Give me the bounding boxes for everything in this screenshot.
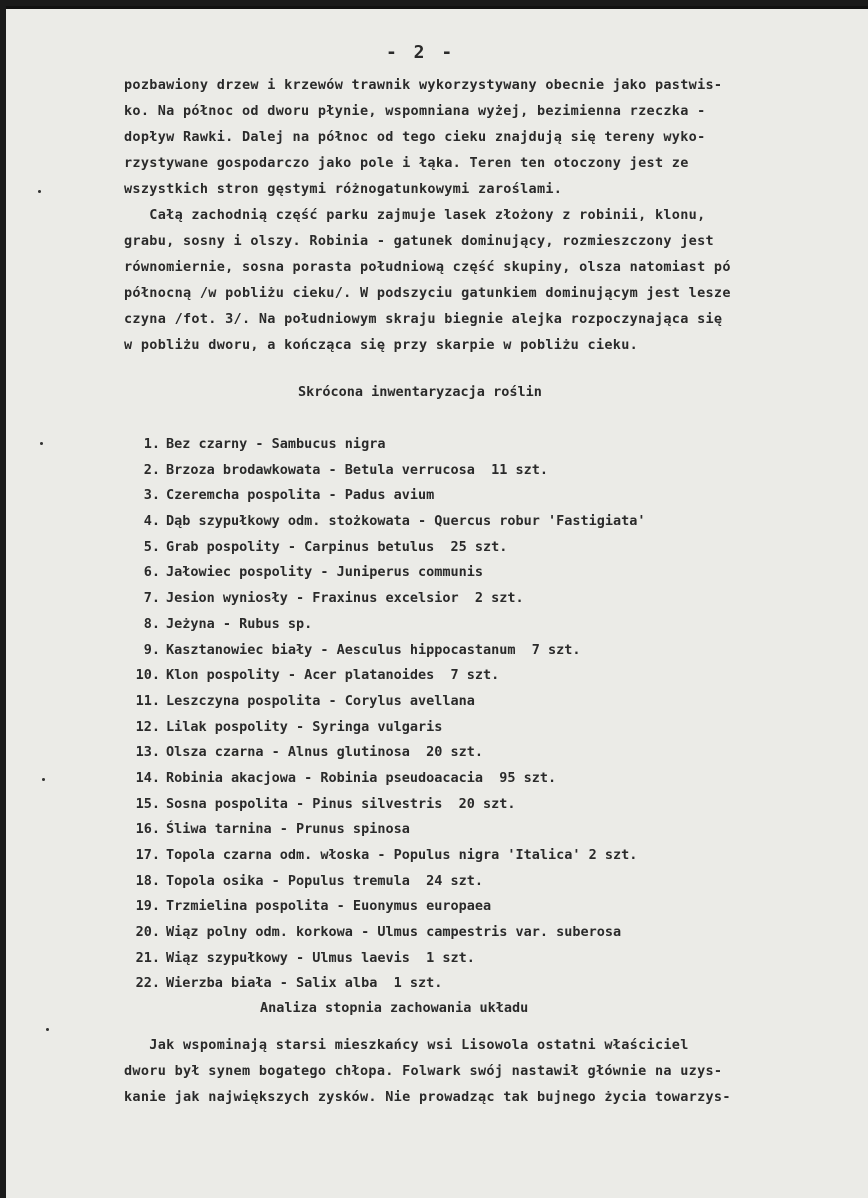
list-item bbox=[124, 586, 646, 612]
list-item-number: 12. bbox=[135, 718, 160, 735]
list-item-text: Wiąz szypułkowy - Ulmus laevis 1 szt. bbox=[166, 949, 475, 966]
list-item-text: Jałowiec pospolity - Juniperus communis bbox=[166, 564, 483, 581]
list-item bbox=[124, 740, 646, 766]
list-item bbox=[124, 869, 646, 895]
text-line: Jak wspominają starsi mieszkańcy wsi Lisowola ostatni właściciel bbox=[124, 1037, 689, 1053]
text-line: ko. Na północ od dworu płynie, wspomniana wyżej, bezimienna rzeczka - bbox=[124, 103, 706, 119]
list-item bbox=[124, 689, 646, 715]
list-item bbox=[124, 843, 646, 869]
list-item-number: 15. bbox=[135, 795, 160, 812]
list-item-text: Dąb szypułkowy odm. stożkowata - Quercus robur 'Fastigiata' bbox=[166, 513, 646, 530]
list-item bbox=[124, 509, 646, 535]
scan-speck bbox=[46, 1028, 49, 1031]
list-item bbox=[124, 663, 646, 689]
scan-speck bbox=[38, 190, 41, 193]
text-line: w pobliżu dworu, a kończąca się przy skarpie w pobliżu cieku. bbox=[124, 337, 639, 353]
list-item bbox=[124, 483, 646, 509]
list-item-text: Klon pospolity - Acer platanoides 7 szt. bbox=[166, 667, 500, 684]
list-item-text: Topola osika - Populus tremula 24 szt. bbox=[166, 872, 483, 889]
list-item-text: Wierzba biała - Salix alba 1 szt. bbox=[166, 975, 443, 992]
list-item-text: Jesion wyniosły - Fraxinus excelsior 2 szt. bbox=[166, 590, 524, 607]
list-item-text: Leszczyna pospolita - Corylus avellana bbox=[166, 692, 475, 709]
list-item-text: Lilak pospolity - Syringa vulgaris bbox=[166, 718, 443, 735]
list-item-number: 13. bbox=[135, 744, 160, 761]
list-item-text: Robinia akacjowa - Robinia pseudoacacia 95 szt. bbox=[166, 769, 557, 786]
text-line: kanie jak największych zysków. Nie prowadząc tak bujnego życia towarzys- bbox=[124, 1089, 731, 1105]
list-item-number: 10. bbox=[135, 667, 160, 684]
list-item-text: Śliwa tarnina - Prunus spinosa bbox=[166, 821, 410, 838]
list-item-number: 19. bbox=[135, 898, 160, 915]
top-border bbox=[6, 6, 868, 9]
list-item bbox=[124, 946, 646, 972]
list-item bbox=[124, 638, 646, 664]
list-item-number: 20. bbox=[135, 924, 160, 941]
list-item-number: 4. bbox=[143, 513, 160, 530]
list-item-number: 3. bbox=[143, 487, 160, 504]
list-item bbox=[124, 535, 646, 561]
text-line: grabu, sosny i olszy. Robinia - gatunek dominujący, rozmieszczony jest bbox=[124, 233, 714, 249]
list-item-number: 11. bbox=[135, 692, 160, 709]
list-item-number: 8. bbox=[143, 615, 160, 632]
list-item-number: 16. bbox=[135, 821, 160, 838]
text-line: Całą zachodnią część parku zajmuje lasek złożony z robinii, klonu, bbox=[124, 207, 706, 223]
text-line: północną /w pobliżu cieku/. W podszyciu gatunkiem dominującym jest lesze bbox=[124, 285, 731, 301]
list-item-number: 21. bbox=[135, 949, 160, 966]
list-item-text: Kasztanowiec biały - Aesculus hippocastanum 7 szt. bbox=[166, 641, 581, 658]
list-item-text: Jeżyna - Rubus sp. bbox=[166, 615, 313, 632]
text-line: równomiernie, sosna porasta południową część skupiny, olsza natomiast pó bbox=[124, 259, 731, 275]
list-item-number: 9. bbox=[143, 641, 160, 658]
list-item-number: 7. bbox=[143, 590, 160, 607]
text-line: dopływ Rawki. Dalej na północ od tego cieku znajdują się tereny wyko- bbox=[124, 129, 706, 145]
list-item-text: Topola czarna odm. włoska - Populus nigra 'Italica' 2 szt. bbox=[166, 847, 638, 863]
list-item-number: 2. bbox=[143, 461, 160, 478]
list-item-text: Czeremcha pospolita - Padus avium bbox=[166, 487, 435, 504]
page-number: - 2 - bbox=[386, 42, 456, 63]
scan-speck bbox=[40, 442, 43, 445]
list-item-number: 14. bbox=[135, 769, 160, 786]
list-item bbox=[124, 920, 646, 946]
list-item-text: Trzmielina pospolita - Euonymus europaea bbox=[166, 898, 492, 915]
list-item-text: Grab pospolity - Carpinus betulus 25 szt. bbox=[166, 538, 508, 555]
scan-speck bbox=[42, 778, 45, 781]
list-item bbox=[124, 560, 646, 586]
list-item-text: Brzoza brodawkowata - Betula verrucosa 11 szt. bbox=[166, 461, 549, 478]
plant-inventory-list bbox=[124, 432, 646, 997]
list-item-number: 1. bbox=[143, 436, 160, 452]
inventory-heading: Skrócona inwentaryzacja roślin bbox=[298, 384, 542, 400]
list-item bbox=[124, 612, 646, 638]
list-item-number: 18. bbox=[135, 872, 160, 889]
text-line: pozbawiony drzew i krzewów trawnik wykorzystywany obecnie jako pastwis- bbox=[124, 77, 723, 93]
list-item bbox=[124, 817, 646, 843]
list-item-number: 17. bbox=[135, 847, 160, 863]
text-line: czyna /fot. 3/. Na południowym skraju biegnie alejka rozpoczynająca się bbox=[124, 311, 723, 327]
list-item-number: 6. bbox=[143, 564, 160, 581]
analysis-paragraph bbox=[124, 1032, 868, 1110]
list-item-text: Olsza czarna - Alnus glutinosa 20 szt. bbox=[166, 744, 483, 761]
list-item-text: Bez czarny - Sambucus nigra bbox=[166, 436, 386, 452]
text-line: rzystywane gospodarczo jako pole i łąka. Teren ten otoczony jest ze bbox=[124, 155, 689, 171]
text-line: dworu był synem bogatego chłopa. Folwark swój nastawił głównie na uzys- bbox=[124, 1063, 723, 1079]
list-item-text: Sosna pospolita - Pinus silvestris 20 szt. bbox=[166, 795, 516, 812]
list-item-text: Wiąz polny odm. korkowa - Ulmus campestris var. suberosa bbox=[166, 924, 622, 941]
list-item bbox=[124, 894, 646, 920]
list-item bbox=[124, 715, 646, 741]
list-item bbox=[124, 971, 646, 997]
list-item-number: 22. bbox=[135, 975, 160, 992]
intro-paragraph bbox=[124, 72, 868, 358]
analysis-heading: Analiza stopnia zachowania układu bbox=[260, 1000, 529, 1016]
list-item-number: 5. bbox=[143, 538, 160, 555]
list-item bbox=[124, 432, 646, 458]
list-item bbox=[124, 766, 646, 792]
list-item bbox=[124, 458, 646, 484]
list-item bbox=[124, 792, 646, 818]
text-line: wszystkich stron gęstymi różnogatunkowymi zaroślami. bbox=[124, 181, 563, 197]
